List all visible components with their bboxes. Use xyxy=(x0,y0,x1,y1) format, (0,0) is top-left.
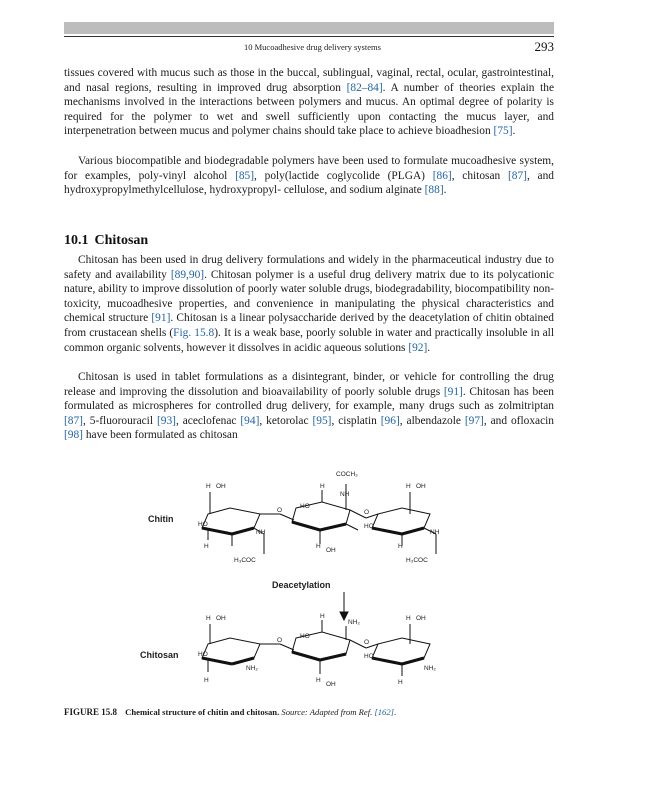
text-run: , 5-fluorouracil xyxy=(82,414,157,427)
chitosan-label: Chitosan xyxy=(140,650,179,660)
atom-nh: NH xyxy=(340,491,350,498)
text-run: . Chitosan is a linear polysaccharide derived by the deacetylation of chitin obtained from crustacean shells ( xyxy=(64,312,554,339)
section-title: Chitosan xyxy=(94,233,149,248)
atom-coch3: COCH₃ xyxy=(336,471,358,478)
atom-h: H xyxy=(316,543,321,550)
figure-chitin-chitosan xyxy=(140,462,500,702)
atom-ho: HO xyxy=(300,503,310,510)
citation-link[interactable]: [96] xyxy=(380,414,400,427)
deacetylation-label: Deacetylation xyxy=(272,580,331,590)
paragraph-2 xyxy=(64,154,554,198)
atom-ho: HO xyxy=(300,633,310,640)
text-run: . A number of theories explain the mechanisms involved in the interactions between polymers and mucus. An optimal degree of polarity is required for the polymer to wet and swell sufficiently upon contacting the mucus layer, and interpenetration between mucus and polymer chains should take place to achieve bioadhesion xyxy=(64,81,555,138)
atom-ho: HO xyxy=(364,653,374,660)
text-run: , albendazole xyxy=(399,414,465,427)
text-run: Chitosan is used in tablet formulations as a disintegrant, binder, or vehicle for controlling the drug release and improving the dissolution and bioavailability of poorly soluble drugs xyxy=(64,371,554,398)
atom-nh: NH xyxy=(430,529,440,536)
text-run: . Chitosan has been formulated as microspheres for controlled drug delivery, for example, many drugs such as zolmitriptan xyxy=(64,385,555,413)
atom-o: O xyxy=(277,637,283,644)
atom-ho: HO xyxy=(364,523,374,530)
atom-oh: OH xyxy=(326,681,336,688)
text-run: ). It is a weak base, poorly soluble in water and practically insoluble in all common organic solvents, however it dissolves in acidic aqueous solutions xyxy=(64,326,555,354)
atom-ho: HO xyxy=(198,521,208,528)
text-run: , poly(lactide coglycolide (PLGA) xyxy=(254,169,433,182)
paragraph-4 xyxy=(64,370,554,443)
atom-h: H xyxy=(206,615,211,622)
running-title: 10 Mucoadhesive drug delivery systems xyxy=(244,42,381,52)
atom-oh: OH xyxy=(416,483,426,490)
citation-link[interactable]: [82–84] xyxy=(346,81,383,94)
citation-link[interactable]: [97] xyxy=(464,414,484,427)
atom-h: H xyxy=(406,615,411,622)
section-heading xyxy=(64,233,148,249)
citation-link[interactable]: [92] xyxy=(408,341,428,354)
atom-nh2: NH₂ xyxy=(424,665,436,672)
running-head xyxy=(64,40,554,56)
chemical-structure-diagram xyxy=(140,462,500,702)
page-number: 293 xyxy=(534,39,554,54)
citation-link[interactable]: [91] xyxy=(443,385,463,398)
text-run: tissues covered with mucus such as those in the buccal, sublingual, vaginal, rectal, ocular, gastrointestinal, and nasal regions, resulting in improved drug absorption xyxy=(64,67,554,94)
atom-h: H xyxy=(320,483,325,490)
text-run: Various biocompatible and biodegradable polymers have been used to formulate mucoadhesive system, for examples, poly-vinyl alcohol xyxy=(64,155,554,182)
citation-link[interactable]: [88] xyxy=(424,184,444,197)
citation-link[interactable]: [86] xyxy=(432,169,452,182)
citation-link[interactable]: [95] xyxy=(312,414,332,427)
atom-ho: HO xyxy=(198,651,208,658)
paragraph-3 xyxy=(64,253,554,355)
text-run: , aceclofenac xyxy=(175,414,241,427)
atom-h: H xyxy=(206,483,211,490)
citation-link[interactable]: [93] xyxy=(156,414,176,427)
citation-link[interactable]: [87] xyxy=(507,169,527,182)
caption-source: Source: Adapted from Ref. xyxy=(281,707,373,717)
text-run: . xyxy=(427,341,431,354)
atom-nh2: NH₂ xyxy=(246,665,258,672)
text-run: . xyxy=(443,184,447,197)
figure-caption xyxy=(64,707,564,717)
paragraph-1 xyxy=(64,66,554,139)
atom-nh2: NH₂ xyxy=(348,619,360,626)
atom-oh: OH xyxy=(216,615,226,622)
atom-oh: OH xyxy=(326,547,336,554)
text-run: , chitosan xyxy=(451,169,508,182)
atom-oh: OH xyxy=(216,483,226,490)
chitin-label: Chitin xyxy=(148,514,174,524)
header-rule xyxy=(64,36,554,37)
citation-link[interactable]: [94] xyxy=(240,414,260,427)
section-number: 10.1 xyxy=(64,233,89,248)
citation-link[interactable]: [85] xyxy=(235,169,255,182)
atom-o: O xyxy=(364,509,370,516)
atom-o: O xyxy=(364,639,370,646)
text-run: Chitosan has been used in drug delivery formulations and widely in the pharmaceutical industry due to safety and availability xyxy=(64,254,554,281)
atom-h: H xyxy=(316,677,321,684)
header-bar xyxy=(64,22,554,34)
atom-h3coc: H₃COC xyxy=(406,557,428,564)
caption-text: Chemical structure of chitin and chitosan. xyxy=(125,707,280,717)
atom-h3coc: H₃COC xyxy=(234,557,256,564)
citation-link[interactable]: [98] xyxy=(64,429,83,442)
citation-link[interactable]: [91] xyxy=(151,312,171,325)
caption-end: . xyxy=(394,707,397,717)
figure-link[interactable]: Fig. 15.8 xyxy=(173,326,215,339)
text-run: , cisplatin xyxy=(331,414,381,427)
text-run: , and hydroxypropylmethylcellulose, hydroxypropyl- cellulose, and sodium alginate xyxy=(64,169,554,197)
atom-h: H xyxy=(398,679,403,686)
text-run: , ketorolac xyxy=(259,414,313,427)
atom-h: H xyxy=(204,677,209,684)
caption-label: FIGURE 15.8 xyxy=(64,707,118,717)
citation-link[interactable]: [75] xyxy=(493,125,513,138)
text-run: have been formulated as chitosan xyxy=(82,429,238,442)
citation-link[interactable]: [87] xyxy=(64,414,83,427)
atom-nh: NH xyxy=(256,529,266,536)
atom-h: H xyxy=(406,483,411,490)
atom-oh: OH xyxy=(416,615,426,622)
text-run: . xyxy=(512,125,516,138)
atom-o: O xyxy=(277,507,283,514)
citation-link[interactable]: [89,90] xyxy=(170,268,205,281)
text-run: , and ofloxacin xyxy=(483,414,554,427)
atom-h: H xyxy=(204,543,209,550)
atom-h: H xyxy=(320,613,325,620)
caption-ref-link[interactable]: [162] xyxy=(374,707,394,717)
atom-h: H xyxy=(398,543,403,550)
text-run: . Chitosan polymer is a useful drug delivery matrix due to its polycationic nature, ability to improve dissolution of poorly water soluble drugs, biodegradability, biocompatibility non-toxicity, mucoadhesive properties, and convenience in manipulating the physical characteristics and chemical structure xyxy=(64,268,554,325)
